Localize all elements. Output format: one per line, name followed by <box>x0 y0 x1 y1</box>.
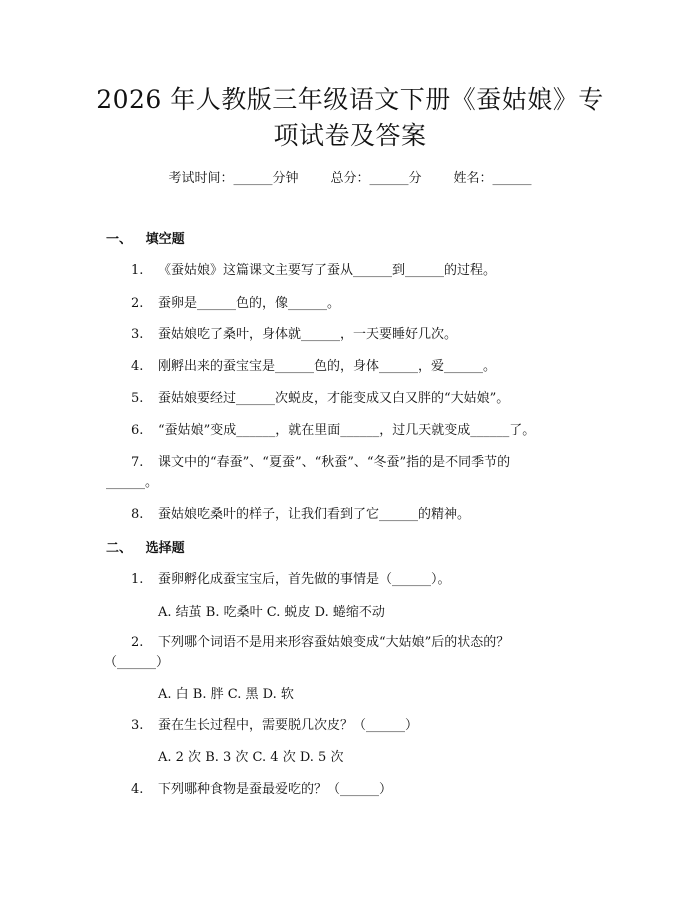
question-text: 蚕在生长过程中，需要脱几次皮？（______） <box>158 718 419 733</box>
question-number: 4. <box>131 359 144 374</box>
question-number: 1. <box>131 263 144 278</box>
question-text-continued: ______。 <box>106 475 159 490</box>
question-text: 下列哪种食物是蚕最爱吃的？（______） <box>158 782 393 797</box>
question-number: 3. <box>131 327 144 342</box>
answer-options: A. 白 B. 胖 C. 黑 D. 软 <box>158 687 294 702</box>
section-heading-fill: 一、 填空题 <box>106 232 185 247</box>
question-text: 蚕姑娘吃了桑叶，身体就______，一天要睡好几次。 <box>158 327 458 342</box>
exam-title-line2: 项试卷及答案 <box>273 121 427 150</box>
question-text: 《蚕姑娘》这篇课文主要写了蚕从______到______的过程。 <box>158 263 497 278</box>
question-text: 课文中的“春蚕”、“夏蚕”、“秋蚕”、“冬蚕”指的是不同季节的 <box>158 455 511 470</box>
question-number: 8. <box>131 507 144 522</box>
answer-options: A. 2 次 B. 3 次 C. 4 次 D. 5 次 <box>158 750 344 765</box>
question-number: 2. <box>131 296 144 311</box>
question-text: 蚕卵孵化成蚕宝宝后，首先做的事情是（______）。 <box>158 572 451 587</box>
question-number: 5. <box>131 391 144 406</box>
question-number: 4. <box>131 782 144 797</box>
exam-meta <box>0 170 700 188</box>
question-text-continued: （______） <box>104 655 170 670</box>
question-text: 蚕姑娘要经过______次蜕皮，才能变成又白又胖的“大姑娘”。 <box>158 391 510 406</box>
total-score-field: 总分：______分 <box>330 171 422 186</box>
question-text: “蚕姑娘”变成______，就在里面______，过几天就变成______了。 <box>158 423 536 438</box>
question-text: 刚孵出来的蚕宝宝是______色的，身体______，爱______。 <box>158 359 497 374</box>
section-heading-choice: 二、 选择题 <box>106 541 185 556</box>
student-name-field: 姓名：______ <box>453 171 532 186</box>
exam-time-field: 考试时间：______分钟 <box>168 171 299 186</box>
question-number: 1. <box>131 572 144 587</box>
question-number: 3. <box>131 718 144 733</box>
question-number: 6. <box>131 423 144 438</box>
question-text: 蚕卵是______色的，像______。 <box>158 296 341 311</box>
answer-options: A. 结茧 B. 吃桑叶 C. 蜕皮 D. 蜷缩不动 <box>158 605 385 620</box>
question-number: 2. <box>131 635 144 650</box>
exam-title-line1: 2026 年人教版三年级语文下册《蚕姑娘》专 <box>96 85 604 114</box>
question-text: 下列哪个词语不是用来形容蚕姑娘变成“大姑娘”后的状态的？ <box>158 635 510 650</box>
question-text: 蚕姑娘吃桑叶的样子，让我们看到了它______的精神。 <box>158 507 471 522</box>
question-number: 7. <box>131 455 144 470</box>
